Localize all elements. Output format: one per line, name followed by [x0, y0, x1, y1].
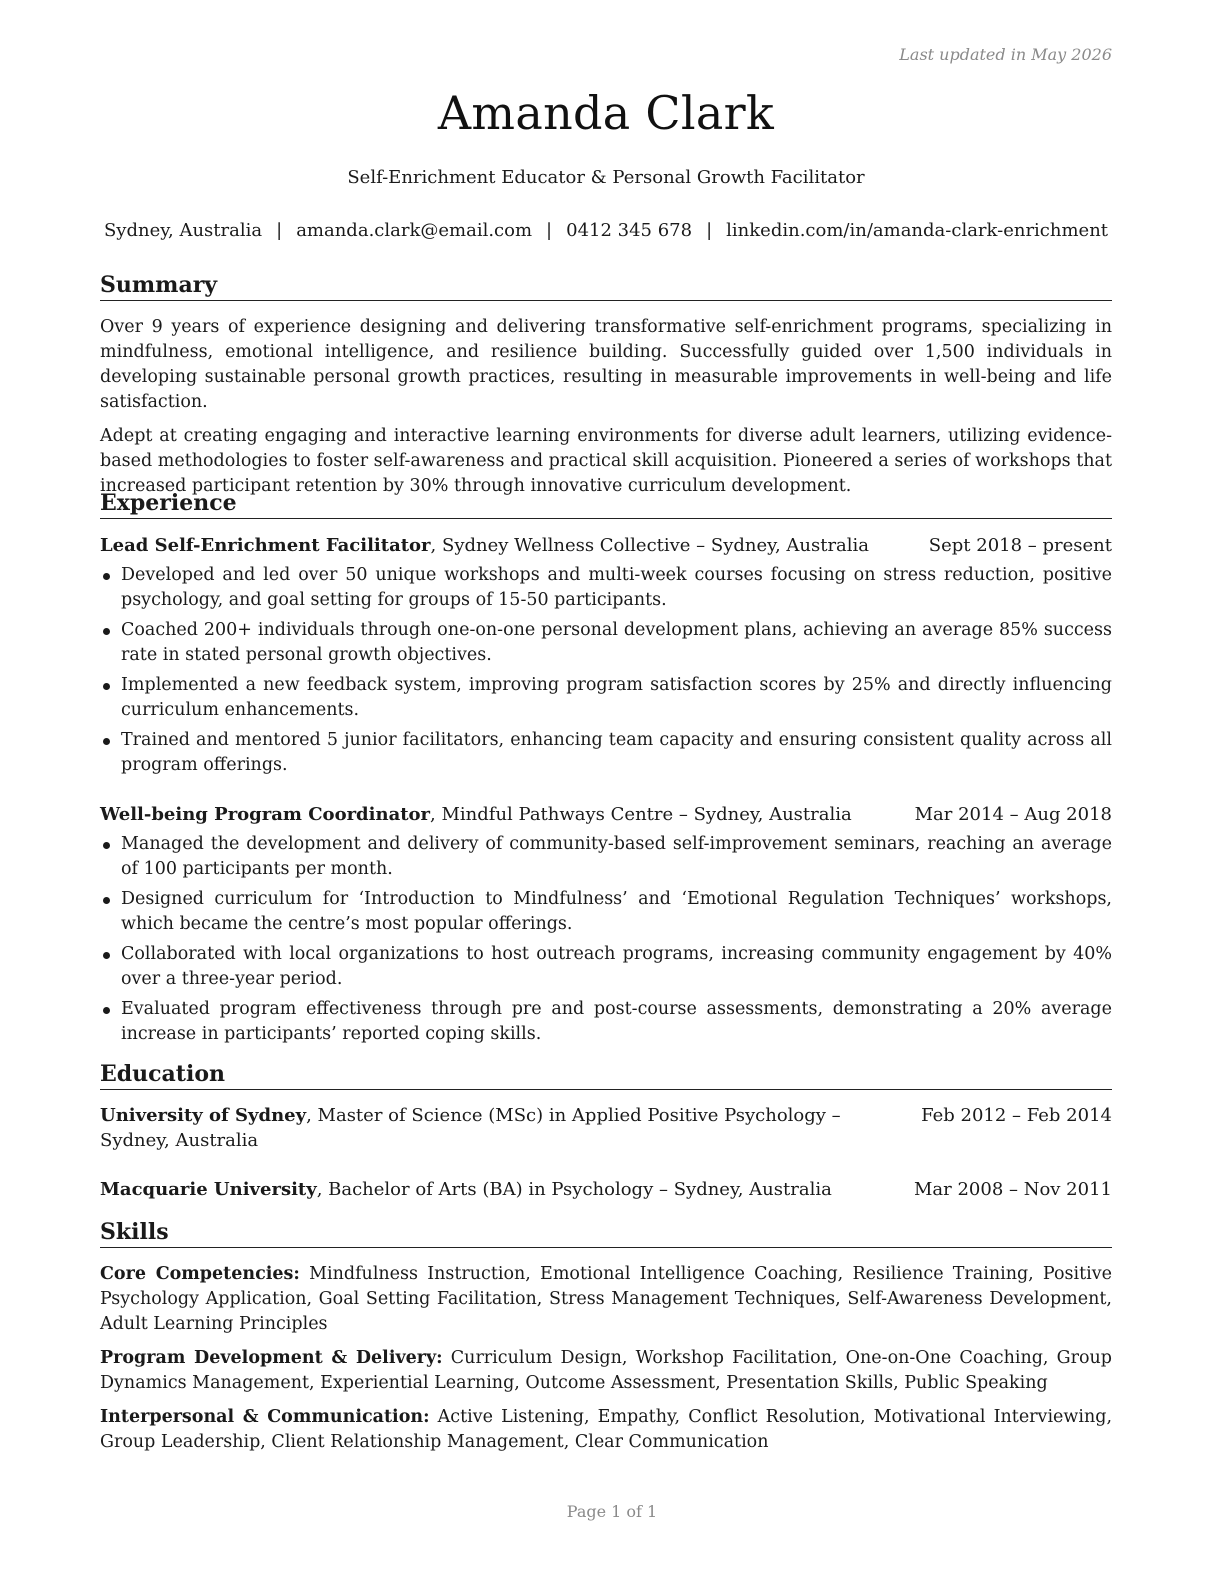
last-updated-note: Last updated in May 2026 [899, 45, 1112, 64]
section-title-education: Education [100, 1061, 1112, 1090]
contact-location: Sydney, Australia [103, 220, 263, 241]
job-bullet [100, 942, 1112, 992]
bullet-icon [103, 683, 110, 690]
skill-group [100, 1262, 1112, 1337]
job-bullets [100, 832, 1112, 1047]
job-bullet-text: Implemented a new feedback system, improving program satisfaction scores by 25% and directly influencing curriculum enhancements. [121, 675, 1112, 720]
job-dates: Sept 2018 – present [928, 535, 1112, 556]
skill-group-label: Interpersonal & Communication: [100, 1407, 430, 1427]
skills-section [100, 1219, 1112, 1455]
job-org: , Mindful Pathways Centre – Sydney, Australia [430, 804, 852, 825]
job-bullet-text: Designed curriculum for ‘Introduction to Mindfulness’ and ‘Emotional Regulation Techniques’ workshops, which became the centre’s most popular offerings. [121, 889, 1112, 934]
skill-group-text: Active Listening, Empathy, Conflict Resolution, Motivational Interviewing, Group Leadership, Client Relationship Management, Clear Communication [100, 1407, 1113, 1452]
skill-group [100, 1405, 1112, 1455]
job-bullet-text: Coached 200+ individuals through one-on-one personal development plans, achieving an average 85% success rate in stated personal growth objectives. [121, 620, 1112, 665]
skill-group-label: Core Competencies: [100, 1264, 300, 1284]
candidate-headline: Self-Enrichment Educator & Personal Growth Facilitator [347, 167, 865, 188]
bullet-icon [103, 842, 110, 849]
job-bullet-text: Collaborated with local organizations to host outreach programs, increasing community engagement by 40% over a three-year period. [121, 944, 1112, 989]
job-bullet [100, 832, 1112, 882]
skill-group-text: Mindfulness Instruction, Emotional Intelligence Coaching, Resilience Training, Positive Psychology Application, Goal Setting Facilitation, Stress Management Techniques, Self-Awareness Development, Adult Learning Principles [100, 1264, 1112, 1334]
job-bullet-text: Evaluated program effectiveness through pre and post-course assessments, demonstrating a 20% average increase in participants’ reported coping skills. [121, 999, 1112, 1044]
job-bullet [100, 887, 1112, 937]
job-bullets [100, 563, 1112, 778]
skill-group [100, 1346, 1112, 1396]
job-bullet-text: Trained and mentored 5 junior facilitators, enhancing team capacity and ensuring consistent quality across all program offerings. [121, 730, 1112, 775]
bullet-icon [103, 628, 110, 635]
job-bullet [100, 728, 1112, 778]
contact-email[interactable]: amanda.clark@email.com [296, 220, 533, 241]
job-role: Well-being Program Coordinator [100, 804, 431, 825]
experience-section [100, 490, 1112, 1047]
job-bullet [100, 673, 1112, 723]
summary-section [100, 272, 1112, 499]
job-bullet [100, 618, 1112, 668]
contact-line [80, 220, 1132, 241]
job-bullet [100, 997, 1112, 1047]
contact-linkedin[interactable]: linkedin.com/in/amanda-clark-enrichment [726, 220, 1109, 241]
contact-separator: | [276, 220, 283, 241]
job-entry [100, 802, 1112, 1047]
job-bullet-text: Managed the development and delivery of community-based self-improvement seminars, reaching an average of 100 participants per month. [121, 834, 1112, 879]
contact-phone[interactable]: 0412 345 678 [566, 220, 693, 241]
section-title-summary: Summary [100, 272, 1112, 301]
skill-group-label: Program Development & Delivery: [100, 1348, 443, 1368]
education-section [100, 1061, 1112, 1202]
page-number: Page 1 of 1 [566, 1502, 658, 1521]
job-dates: Mar 2014 – Aug 2018 [914, 804, 1112, 825]
job-bullet-text: Developed and led over 50 unique workshops and multi-week courses focusing on stress reduction, positive psychology, and goal setting for groups of 15-50 participants. [121, 565, 1112, 610]
section-title-experience: Experience [100, 490, 1112, 519]
job-role: Lead Self-Enrichment Facilitator [100, 535, 431, 556]
contact-separator: | [706, 220, 713, 241]
bullet-icon [103, 1007, 110, 1014]
education-dates: Feb 2012 – Feb 2014 [921, 1105, 1112, 1126]
education-entry [100, 1177, 1112, 1202]
job-bullet [100, 563, 1112, 613]
bullet-icon [103, 897, 110, 904]
bullet-icon [103, 573, 110, 580]
job-entry [100, 533, 1112, 778]
education-dates: Mar 2008 – Nov 2011 [913, 1179, 1112, 1200]
summary-paragraph: Adept at creating engaging and interactive learning environments for diverse adult learners, utilizing evidence-based methodologies to foster self-awareness and practical skill acquisition. Pioneered a series of workshops that increased participant retention by 30% through innovative curriculum development. [100, 426, 1112, 496]
education-detail: , Bachelor of Arts (BA) in Psychology – Sydney, Australia [316, 1179, 832, 1200]
education-detail: , Master of Science (MSc) in Applied Positive Psychology – Sydney, Australia [100, 1105, 841, 1151]
job-header [100, 533, 1112, 558]
job-org: , Sydney Wellness Collective – Sydney, Australia [430, 535, 870, 556]
summary-paragraph: Over 9 years of experience designing and delivering transformative self-enrichment programs, specializing in mindfulness, emotional intelligence, and resilience building. Successfully guided over 1,500 individuals in developing sustainable personal growth practices, resulting in measurable improvements in well-being and life satisfaction. [100, 317, 1112, 412]
candidate-name: Amanda Clark [437, 86, 775, 140]
education-school: Macquarie University [100, 1179, 317, 1200]
section-title-skills: Skills [100, 1219, 1112, 1248]
bullet-icon [103, 738, 110, 745]
skill-group-text: Curriculum Design, Workshop Facilitation, One-on-One Coaching, Group Dynamics Management, Experiential Learning, Outcome Assessment, Presentation Skills, Public Speaking [100, 1348, 1113, 1393]
education-entry [100, 1103, 1112, 1153]
education-school: University of Sydney [100, 1105, 307, 1126]
bullet-icon [103, 952, 110, 959]
contact-separator: | [546, 220, 553, 241]
job-header [100, 802, 1112, 827]
